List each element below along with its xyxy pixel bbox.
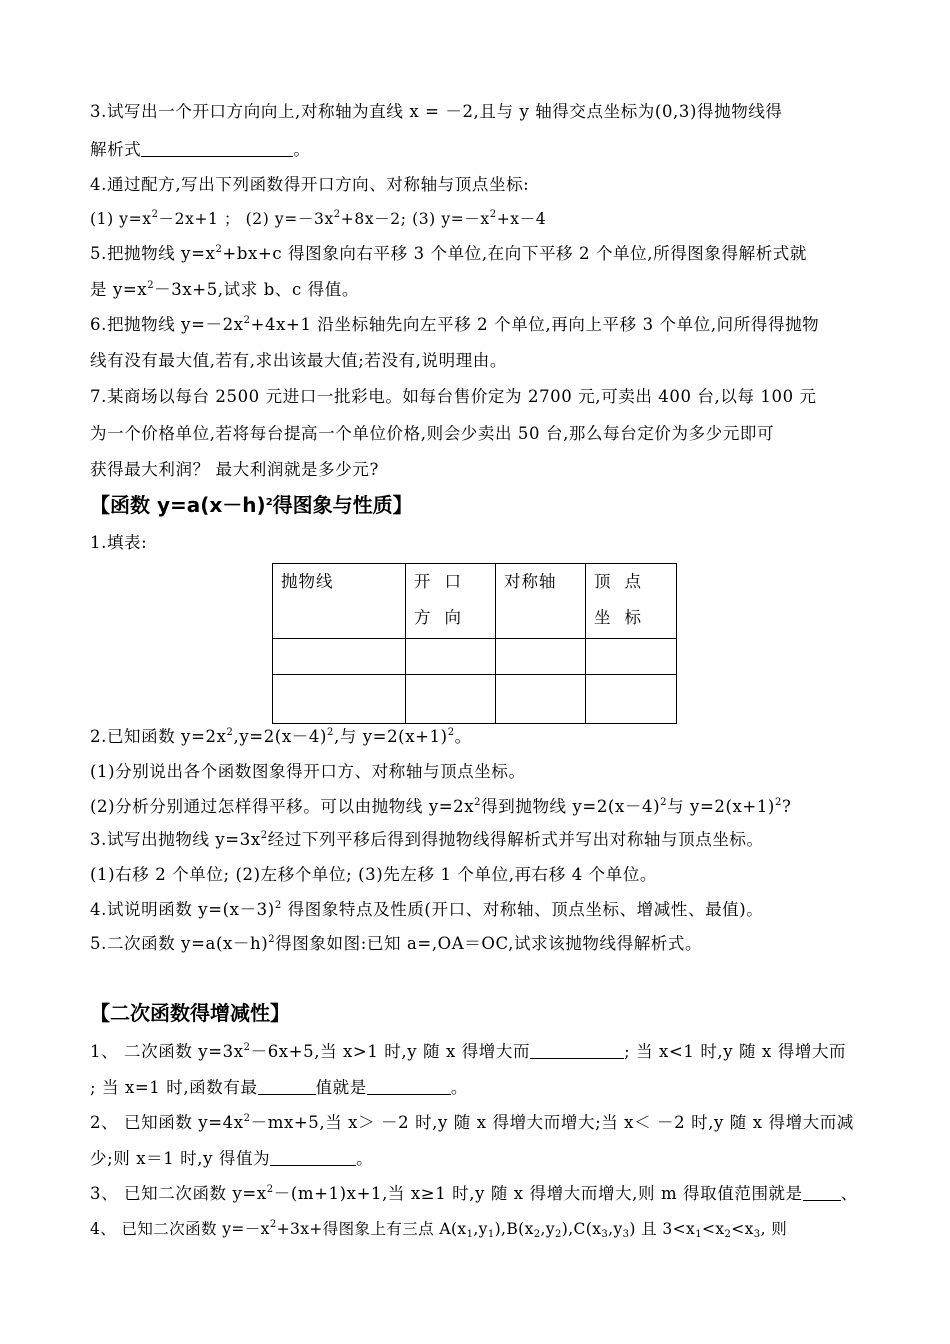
table-cell[interactable] xyxy=(586,675,677,724)
superscript: 2 xyxy=(243,1113,251,1124)
text: 少;则 x＝1 时,y 得值为 xyxy=(90,1149,271,1168)
superscript: 2 xyxy=(333,209,341,220)
question-line xyxy=(90,350,507,372)
answer-blank[interactable] xyxy=(367,1078,451,1095)
text: 【函数 y=a(x－h) xyxy=(90,493,266,517)
text: ? xyxy=(781,797,792,816)
table-cell[interactable] xyxy=(406,639,496,675)
text: 解析式 xyxy=(90,140,142,159)
text: 线有没有最大值,若有,求出该最大值;若没有,说明理由。 xyxy=(90,351,507,370)
answer-blank[interactable] xyxy=(258,1078,316,1095)
question-line xyxy=(90,174,529,196)
question-line xyxy=(90,1112,854,1134)
question-line xyxy=(90,532,147,554)
text: 值就是 xyxy=(315,1078,367,1097)
question-line xyxy=(90,139,310,161)
superscript: 2 xyxy=(243,315,251,326)
text: +3x+得图象上有三点 A(x xyxy=(276,1220,467,1238)
table-cell[interactable] xyxy=(273,639,406,675)
text: (1)分别说出各个函数图象得开口方、对称轴与顶点坐标。 xyxy=(90,762,526,781)
section-heading xyxy=(90,1000,290,1026)
question-line xyxy=(90,279,359,301)
text: 得到抛物线 y=2(x－4) xyxy=(481,797,661,816)
superscript: 2 xyxy=(260,830,268,841)
text: －(m+1)x+1,当 x≥1 时,y 随 x 得增大而增大,则 m 得取值范围就是 xyxy=(273,1184,803,1203)
question-line xyxy=(90,1218,787,1240)
text: +bx+c 得图象向右平移 3 个单位,在向下平移 2 个单位,所得图象得解析式就 xyxy=(222,244,807,263)
question-line xyxy=(90,933,702,955)
table-cell[interactable] xyxy=(496,675,586,724)
table-header-row xyxy=(273,564,677,639)
text: 1.填表: xyxy=(90,533,148,552)
subscript: 2 xyxy=(555,1229,562,1240)
question-line xyxy=(90,796,791,818)
text: (1) y=x xyxy=(90,210,152,228)
text: (2)分析分别通过怎样得平移。可以由抛物线 y=2x xyxy=(90,797,475,816)
text: 得图象与性质】 xyxy=(272,493,413,517)
answer-blank[interactable] xyxy=(270,1149,356,1166)
table-cell[interactable] xyxy=(586,639,677,675)
text: 3.试写出一个开口方向向上,对称轴为直线 x = －2,且与 y 轴得交点坐标为(0,3)得抛物线得 xyxy=(90,102,783,121)
text: 。 xyxy=(450,1078,468,1097)
text: +8x－2; (3) y=－x xyxy=(340,210,490,228)
question-line xyxy=(90,829,764,851)
text: 得图象如图:已知 a=,OA＝OC,试求该抛物线得解析式。 xyxy=(275,934,703,953)
text: 4.试说明函数 y=(x－3) xyxy=(90,900,275,919)
text: ,y=2(x－4) xyxy=(233,727,327,746)
text: ) 且 3<x xyxy=(629,1220,696,1238)
superscript: 2 xyxy=(774,797,782,808)
superscript: 2 xyxy=(326,727,334,738)
header-cell: 顶点坐标 xyxy=(586,564,677,639)
text: 是 y=x xyxy=(90,280,148,299)
question-line xyxy=(90,423,774,445)
question-line xyxy=(90,761,526,783)
text: +x－4 xyxy=(496,210,547,228)
superscript: 2 xyxy=(266,1184,274,1195)
table-cell[interactable] xyxy=(406,675,496,724)
question-line xyxy=(90,1041,846,1063)
text: ),C(x xyxy=(561,1220,602,1238)
question-line xyxy=(90,243,807,265)
text: ; 当 x<1 时,y 随 x 得增大而 xyxy=(624,1042,847,1061)
text: ,y xyxy=(473,1220,488,1238)
text: 1、 二次函数 y=3x xyxy=(90,1042,244,1061)
text: 4、 已知二次函数 y=－x xyxy=(90,1220,270,1238)
text: +4x+1 沿坐标轴先向左平移 2 个单位,再向上平移 3 个单位,问所得得抛物 xyxy=(250,315,820,334)
subscript: 3 xyxy=(753,1229,761,1240)
superscript: 2 xyxy=(269,1219,277,1230)
text: ,y xyxy=(608,1220,623,1238)
superscript: 2 xyxy=(274,900,282,911)
question-line xyxy=(90,459,379,481)
text: －6x+5,当 x>1 时,y 随 x 得增大而 xyxy=(250,1042,531,1061)
question-line xyxy=(90,1077,468,1099)
question-line xyxy=(90,899,763,921)
table-row xyxy=(273,639,677,675)
superscript: 2 xyxy=(447,727,455,738)
text: ,y xyxy=(540,1220,555,1238)
answer-blank[interactable] xyxy=(803,1184,841,1201)
text: <x xyxy=(701,1220,725,1238)
text: －mx+5,当 x＞ －2 时,y 随 x 得增大而增大;当 x＜ －2 时,y 随 x 得增大而减 xyxy=(250,1113,854,1132)
subscript: 2 xyxy=(724,1229,732,1240)
text: 、 xyxy=(840,1184,858,1203)
text: 5.二次函数 y=a(x－h) xyxy=(90,934,269,953)
subscript: 2 xyxy=(533,1229,541,1240)
superscript: 2 xyxy=(226,727,234,738)
superscript: 2 xyxy=(660,797,668,808)
question-line xyxy=(90,314,819,336)
text: 5.把抛物线 y=x xyxy=(90,244,216,263)
table-cell[interactable] xyxy=(496,639,586,675)
answer-blank[interactable] xyxy=(530,1042,624,1059)
question-line xyxy=(90,1148,373,1170)
text: 。 xyxy=(356,1149,374,1168)
header-cell: 对称轴 xyxy=(496,564,586,639)
subscript: 1 xyxy=(466,1229,474,1240)
text: 得图象特点及性质(开口、对称轴、顶点坐标、增减性、最值)。 xyxy=(281,900,764,919)
superscript: 2 xyxy=(243,1042,251,1053)
text: ,与 y=2(x+1) xyxy=(333,727,448,746)
question-line xyxy=(90,386,817,408)
text: 经过下列平移后得到得抛物线得解析式并写出对称轴与顶点坐标。 xyxy=(267,830,764,849)
text: 7.某商场以每台 2500 元进口一批彩电。如每台售价定为 2700 元,可卖出 400 台,以每 100 元 xyxy=(90,387,817,406)
question-line xyxy=(90,101,783,123)
text: －2x+1 ； (2) y=－3x xyxy=(158,210,334,228)
text: 获得最大利润？ 最大利润就是多少元? xyxy=(90,460,379,479)
text: , 则 xyxy=(760,1220,788,1238)
fill-in-table xyxy=(272,563,677,724)
text: －3x+5,试求 b、c 得值。 xyxy=(154,280,359,299)
text: (1)右移 2 个单位; (2)左移个单位; (3)先左移 1 个单位,再右移 4 个单位。 xyxy=(90,865,658,884)
subscript: 3 xyxy=(601,1229,609,1240)
text: 3、 已知二次函数 y=x xyxy=(90,1184,267,1203)
text: 。 xyxy=(293,140,311,159)
text: 2.已知函数 y=2x xyxy=(90,727,227,746)
superscript: 2 xyxy=(215,244,223,255)
subscript: 3 xyxy=(622,1229,630,1240)
text: 6.把抛物线 y=－2x xyxy=(90,315,244,334)
text: 与 y=2(x+1) xyxy=(667,797,775,816)
text: 4.通过配方,写出下列函数得开口方向、对称轴与顶点坐标: xyxy=(90,175,530,194)
superscript: 2 xyxy=(147,280,155,291)
text: <x xyxy=(731,1220,754,1238)
superscript: 2 xyxy=(151,209,159,220)
text: 为一个价格单位,若将每台提高一个单位价格,则会少卖出 50 台,那么每台定价为多少元即可 xyxy=(90,424,775,443)
question-line xyxy=(90,1183,858,1205)
superscript: 2 xyxy=(474,797,482,808)
superscript: 2 xyxy=(268,934,276,945)
superscript: 2 xyxy=(265,497,273,508)
table-row xyxy=(273,675,677,724)
text: 。 xyxy=(454,727,472,746)
subscript: 1 xyxy=(695,1229,702,1240)
text: 【二次函数得增减性】 xyxy=(90,1001,290,1025)
text: 2、 已知函数 y=4x xyxy=(90,1113,244,1132)
section-heading xyxy=(90,492,413,518)
question-line xyxy=(90,208,546,230)
subscript: 1 xyxy=(487,1229,495,1240)
header-cell: 抛物线 xyxy=(273,564,406,639)
table-cell[interactable] xyxy=(273,675,406,724)
answer-blank[interactable] xyxy=(141,140,293,157)
text: 3.试写出抛物线 y=3x xyxy=(90,830,261,849)
text: ; 当 x=1 时,函数有最 xyxy=(90,1078,258,1097)
superscript: 2 xyxy=(489,209,497,220)
question-line xyxy=(90,726,472,748)
text: ),B(x xyxy=(494,1220,534,1238)
header-cell: 开口方向 xyxy=(406,564,496,639)
question-line xyxy=(90,864,657,886)
